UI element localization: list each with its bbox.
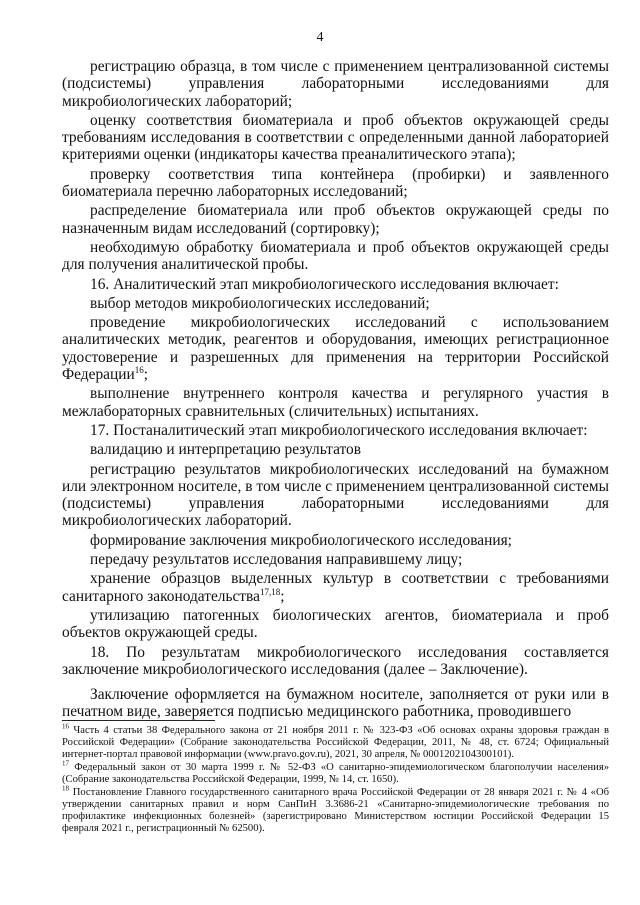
section-heading-16: 16. Аналитический этап микробиологического исследования включает: xyxy=(90,275,559,293)
paragraph: валидацию и интерпретацию результатов xyxy=(90,441,361,459)
paragraph: выбор методов микробиологических исследований; xyxy=(90,294,430,312)
footnote xyxy=(62,722,609,761)
footnote xyxy=(62,784,609,835)
paragraph: формирование заключения микробиологического исследования; xyxy=(90,531,512,549)
footnote xyxy=(62,759,609,786)
paragraph: необходимую обработку биоматериала и проб объектов окружающей среды для получения аналитической пробы. xyxy=(62,238,609,274)
footnote-text: Федеральный закон от 30 марта 1999 г. № 52-ФЗ «О санитарно-эпидемиологическом благополучии населения» (Собрание законодательства Российской Федерации, 1999, № 14, ст. 1650). xyxy=(62,762,609,785)
footnote-ref: 17,18 xyxy=(259,586,281,597)
paragraph: проверку соответствия типа контейнера (пробирки) и заявленного биоматериала перечню лабораторных исследований; xyxy=(62,165,609,201)
footnote-ref: 16 xyxy=(134,364,144,375)
footnote-separator xyxy=(62,720,215,721)
footnote-text: Постановление Главного государственного санитарного врача Российской Федерации от 28 января 2021 г. № 4 «Об утверждении санитарных правил и норм СанПиН 3.3686-21 «Санитарно-эпидемиологические требования по профилактике инфекционных болезней» (зарегистрировано Министерством юстиции Российской Федерации 15 февраля 2021 г., регистрационный № 62500). xyxy=(62,787,609,834)
punctuation: ; xyxy=(280,587,285,605)
paragraph: передачу результатов исследования направившему лицу; xyxy=(90,551,463,569)
page-number: 4 xyxy=(316,30,324,45)
paragraph: распределение биоматериала или проб объектов окружающей среды по назначенным видам исследований (сортировку); xyxy=(62,202,609,237)
section-heading-17: 17. Постаналитический этап микробиологического исследования включает: xyxy=(90,421,588,439)
paragraph-text: проведение микробиологических исследований с использованием аналитических методик, реагентов и оборудования, имеющих регистрационное удостоверение и разрешенных для применения на территории Российской Федерации xyxy=(62,314,609,384)
paragraph: Заключение оформляется на бумажном носителе, заполняется от руки или в печатном виде, заверяется подписью медицинского работника, проводившего xyxy=(62,686,609,721)
footnote-mark: 18 xyxy=(62,784,69,793)
paragraph: утилизацию патогенных биологических агентов, биоматериала и проб объектов окружающей среды. xyxy=(62,606,609,642)
footnote-mark: 17 xyxy=(62,759,69,768)
paragraph-text: хранение образцов выделенных культур в соответствии с требованиями санитарного законодательства xyxy=(62,570,609,605)
footnote-mark: 16 xyxy=(62,722,69,731)
paragraph: выполнение внутреннего контроля качества и регулярного участия в межлабораторных сравнительных (сличительных) испытаниях. xyxy=(62,385,609,420)
paragraph: регистрацию образца, в том числе с применением централизованной системы (подсистемы) управления лабораторными исследованиями для микробиологических лабораторий; xyxy=(62,58,609,110)
paragraph-with-footnote xyxy=(62,314,609,383)
section-heading-18: 18. По результатам микробиологического исследования составляется заключение микробиологического исследования (далее – Заключение). xyxy=(62,643,609,678)
punctuation: ; xyxy=(143,366,148,384)
footnote-text: Часть 4 статьи 38 Федерального закона от 21 ноября 2011 г. № 323-ФЗ «Об основах охраны здоровья граждан в Российской Федерации» (Собрание законодательства Российской Федерации, 2011, № 48, ст. 6724; Официальный интернет-портал правовой информации (www.pravo.gov.ru), 2021, 30 апреля, № 0001202104300101). xyxy=(62,725,609,760)
paragraph: регистрацию результатов микробиологических исследований на бумажном или электронном носителе, в том числе с применением централизованной системы (подсистемы) управления лабораторными исследованиями для микробиологических лабораторий. xyxy=(62,460,609,530)
footnotes xyxy=(62,722,609,836)
paragraph-with-footnote xyxy=(62,570,609,605)
body-text xyxy=(62,58,609,721)
paragraph: оценку соответствия биоматериала и проб объектов окружающей среды требованиям исследования в соответствии с определенными данной лабораторией критериями оценки (индикаторы качества преаналитического этапа); xyxy=(62,111,609,164)
